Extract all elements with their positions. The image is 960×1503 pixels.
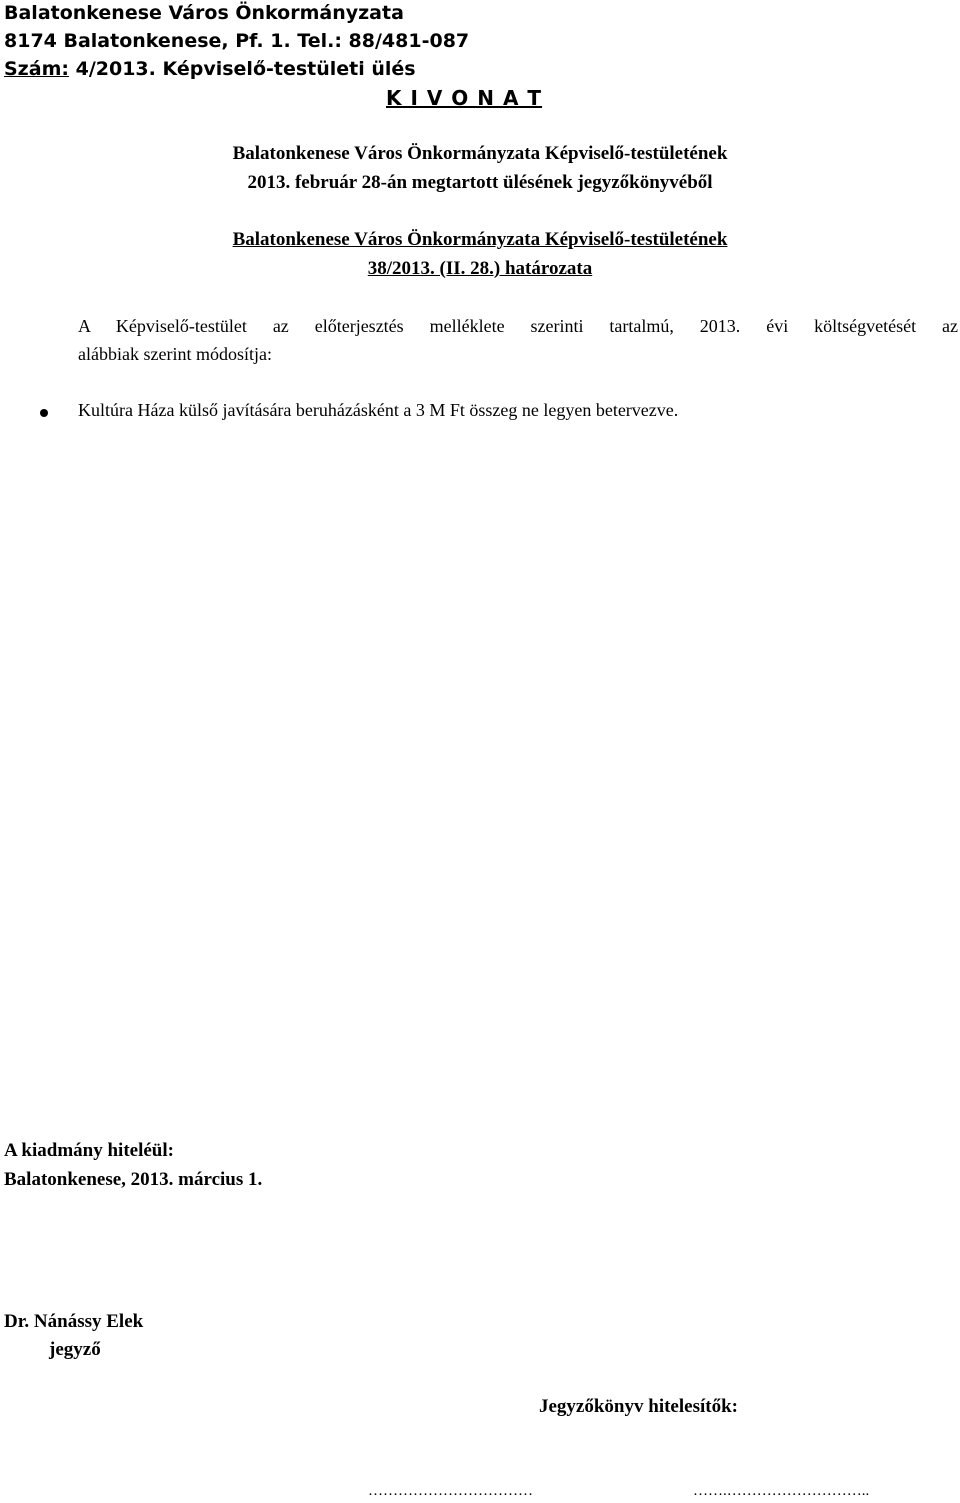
number-value: 4/2013. Képviselő-testületi ülés xyxy=(75,58,416,80)
resolution-line-2: 38/2013. (II. 28.) határozata xyxy=(367,258,593,279)
resolution-heading xyxy=(0,229,960,251)
paragraph-line-1: A Képviselő-testület az előterjesztés melléklete szerinti tartalmú, 2013. évi költségvetését az xyxy=(78,316,958,336)
org-name: Balatonkenese Város Önkormányzata xyxy=(4,2,404,24)
resolution-line-1: Balatonkenese Város Önkormányzata Képviselő-testületének xyxy=(232,229,728,250)
org-address: 8174 Balatonkenese, Pf. 1. Tel.: 88/481-087 xyxy=(4,30,470,52)
signature-line-right: …….……………………….. xyxy=(693,1483,870,1499)
authenticators-label: Jegyzőkönyv hitelesítők: xyxy=(539,1396,738,1417)
subtitle-line-2: 2013. február 28-án megtartott ülésének jegyzőkönyvéből xyxy=(247,172,713,193)
signer-name: Dr. Nánássy Elek xyxy=(4,1311,144,1332)
resolution-number-row xyxy=(0,258,960,280)
document-title: K I V O N A T xyxy=(386,86,543,110)
subtitle-line-1: Balatonkenese Város Önkormányzata Képviselő-testületének xyxy=(232,143,728,164)
document-number-line xyxy=(4,58,416,80)
number-label: Szám: xyxy=(4,58,69,80)
bullet-icon xyxy=(40,409,48,417)
place-date: Balatonkenese, 2013. március 1. xyxy=(4,1169,263,1190)
bullet-item: Kultúra Háza külső javítására beruházásként a 3 M Ft összeg ne legyen betervezve. xyxy=(78,400,679,420)
certification-label: A kiadmány hiteléül: xyxy=(4,1140,174,1161)
paragraph-line-2: alábbiak szerint módosítja: xyxy=(78,344,272,364)
signer-title: jegyző xyxy=(49,1339,101,1360)
signature-line-left: …………………………… xyxy=(368,1483,533,1499)
